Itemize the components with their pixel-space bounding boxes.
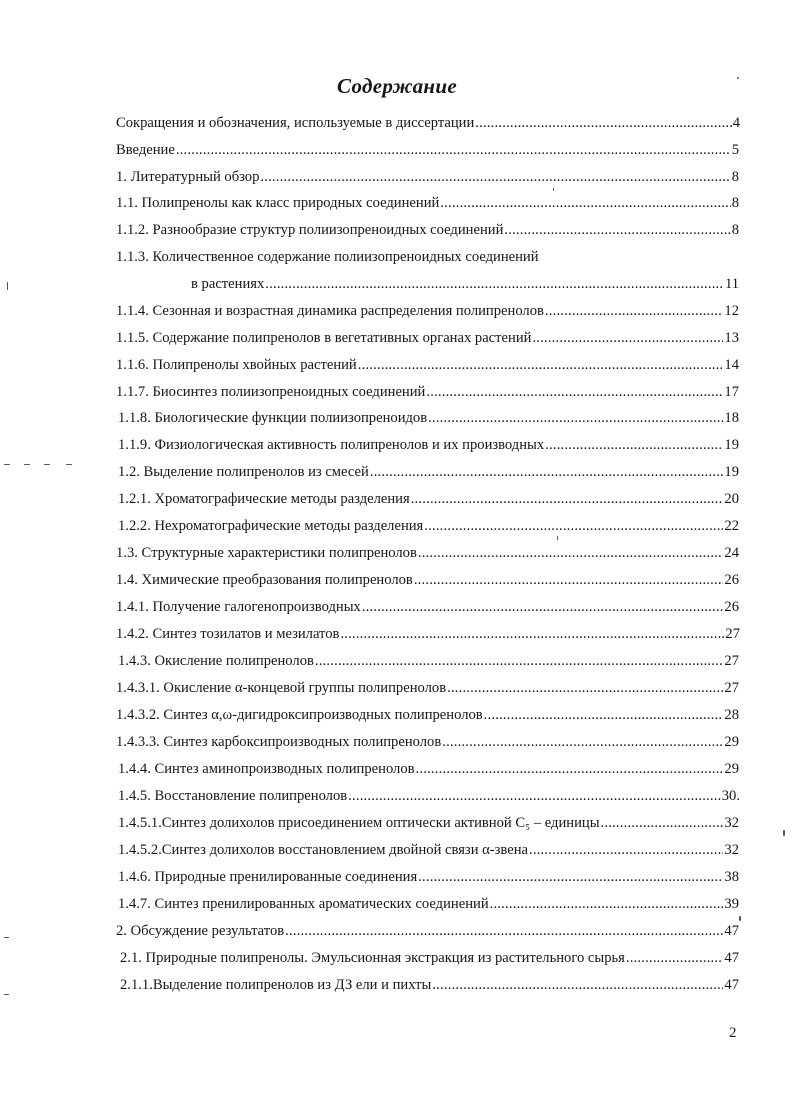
toc-entry-label: 1.4.5.1.Синтез долихолов присоединением оптически активной C₅ – единицы xyxy=(118,815,600,831)
toc-leader-dots xyxy=(414,570,724,590)
toc-leader-dots xyxy=(424,516,723,536)
toc-leader-dots xyxy=(490,894,724,914)
toc-entry xyxy=(116,382,739,402)
toc-entry-label: 1.2.1. Хроматографические методы разделения xyxy=(118,491,410,507)
toc-leader-dots xyxy=(442,732,723,752)
scan-speck xyxy=(4,937,9,938)
toc-entry-label: 1.2. Выделение полипренолов из смесей xyxy=(118,464,369,480)
toc-entry-label: 1.1.8. Биологические функции полиизопреноидов xyxy=(118,410,428,426)
toc-entry xyxy=(116,678,739,698)
toc-entry-label: 2.1. Природные полипренолы. Эмульсионная экстракция из растительного сырья xyxy=(120,950,625,966)
toc-leader-dots xyxy=(315,651,724,671)
scan-speck xyxy=(737,77,739,79)
toc-entry-label: 1.3. Структурные характеристики полипренолов xyxy=(116,545,417,561)
toc-entry-page: 26 xyxy=(724,572,739,588)
toc-leader-dots xyxy=(176,140,731,160)
toc-entry xyxy=(116,247,739,267)
toc-entry-label: 1.4.5.2.Синтез долихолов восстановлением двойной связи α-звена xyxy=(118,842,528,858)
toc-leader-dots xyxy=(475,113,731,133)
toc-entry xyxy=(118,813,739,833)
toc-entry-label: 1. Литературный обзор xyxy=(116,169,260,185)
scan-speck xyxy=(24,464,30,465)
toc-entry xyxy=(116,167,739,187)
toc-entry xyxy=(118,462,739,482)
toc-entry-page: 13 xyxy=(724,330,739,346)
scan-speck xyxy=(44,464,50,465)
toc-entry-label: 1.4.6. Природные пренилированные соединения xyxy=(118,869,418,885)
toc-leader-dots xyxy=(432,975,723,995)
toc-entry-page: 11 xyxy=(724,276,739,292)
toc-entry-label: 1.4.3.1. Окисление α-концевой группы полипренолов xyxy=(116,680,447,696)
toc-entry-page: 29 xyxy=(724,761,739,777)
toc-entry xyxy=(118,840,739,860)
scan-speck xyxy=(739,916,741,921)
toc-entry-page: 4 xyxy=(732,115,740,131)
toc-entry-page: 29 xyxy=(724,734,739,750)
toc-entry-page: 26 xyxy=(724,599,739,615)
toc-entry-page: 19 xyxy=(724,464,739,480)
toc-leader-dots xyxy=(447,678,723,698)
toc-leader-dots xyxy=(348,786,721,806)
toc-entry xyxy=(118,651,739,671)
page-number: 2 xyxy=(729,1025,737,1041)
toc-entry-page: 30. xyxy=(721,788,740,804)
toc-leader-dots xyxy=(418,543,724,563)
toc-entry-label: 1.1.7. Биосинтез полиизопреноидных соединений xyxy=(116,384,426,400)
toc-entry xyxy=(116,570,739,590)
toc-entry-page: 47 xyxy=(724,923,739,939)
toc-entry-page: 17 xyxy=(724,384,739,400)
toc-leader-dots xyxy=(545,301,724,321)
toc-entry xyxy=(116,597,739,617)
toc-leader-dots xyxy=(529,840,723,860)
toc-entry-page: 27 xyxy=(724,680,739,696)
toc-entry-label: 1.4.4. Синтез аминопроизводных полипренолов xyxy=(118,761,415,777)
toc-leader-dots xyxy=(545,435,723,455)
toc-entry-page: 8 xyxy=(731,169,739,185)
toc-entry-label: Сокращения и обозначения, используемые в диссертации xyxy=(116,115,475,131)
toc-entry-label: 1.1.2. Разнообразие структур полиизопреноидных соединений xyxy=(116,222,504,238)
toc-leader-dots xyxy=(532,328,723,348)
toc-entry xyxy=(116,921,739,941)
toc-entry-page: 47 xyxy=(724,950,739,966)
toc-entry-label: 1.4.2. Синтез тозилатов и мезилатов xyxy=(116,626,340,642)
toc-entry-page: 39 xyxy=(724,896,739,912)
toc-leader-dots xyxy=(411,489,724,509)
toc-entry-label: 1.4.1. Получение галогенопроизводных xyxy=(116,599,361,615)
toc-entry xyxy=(118,435,739,455)
toc-entry-page: 32 xyxy=(724,815,739,831)
toc-entry-page: 20 xyxy=(724,491,739,507)
toc-entry xyxy=(118,759,739,779)
scan-speck xyxy=(66,464,72,465)
toc-entry-label: 1.1.5. Содержание полипренолов в вегетативных органах растений xyxy=(116,330,532,346)
scan-speck xyxy=(553,188,554,191)
toc-entry-label: 2.1.1.Выделение полипренолов из ДЗ ели и пихты xyxy=(120,977,432,993)
toc-entry-page: 8 xyxy=(731,195,739,211)
toc-entry-page: 22 xyxy=(724,518,739,534)
toc-entry-label: 1.1.9. Физиологическая активность полипренолов и их производных xyxy=(118,437,545,453)
toc-entry-label: 1.1. Полипренолы как класс природных соединений xyxy=(116,195,440,211)
toc-leader-dots xyxy=(358,355,724,375)
toc-entry xyxy=(118,516,739,536)
toc-entry xyxy=(118,786,740,806)
toc-leader-dots xyxy=(440,193,730,213)
toc-entry-label: 1.4.7. Синтез пренилированных ароматических соединений xyxy=(118,896,489,912)
toc-leader-dots xyxy=(416,759,724,779)
toc-entry-page: 47 xyxy=(724,977,739,993)
toc-entry xyxy=(116,355,739,375)
scan-speck xyxy=(4,994,9,995)
page-title: Содержание xyxy=(337,74,457,98)
scan-speck xyxy=(557,536,558,540)
toc-entry xyxy=(116,140,739,160)
toc-leader-dots xyxy=(260,167,730,187)
toc-entry xyxy=(120,948,739,968)
scan-speck xyxy=(7,282,8,290)
toc-entry-page: 24 xyxy=(724,545,739,561)
toc-entry xyxy=(116,220,739,240)
toc-entry-label: 1.1.3. Количественное содержание полиизопреноидных соединений xyxy=(116,249,539,265)
toc-entry-page: 32 xyxy=(724,842,739,858)
toc-entry-page: 14 xyxy=(724,357,739,373)
toc-entry xyxy=(118,408,739,428)
toc-entry-label: 1.4. Химические преобразования полипренолов xyxy=(116,572,413,588)
toc-entry-label: Введение xyxy=(116,142,175,158)
toc-entry-label: 1.4.3.3. Синтез карбоксипроизводных полипренолов xyxy=(116,734,442,750)
toc-entry xyxy=(116,328,739,348)
toc-entry xyxy=(116,301,739,321)
toc-entry xyxy=(116,113,740,133)
toc-entry xyxy=(116,193,739,213)
toc-entry xyxy=(116,543,739,563)
toc-leader-dots xyxy=(626,948,724,968)
toc-entry-page: 19 xyxy=(724,437,739,453)
toc-entry-label: в растениях xyxy=(191,276,265,292)
toc-entry xyxy=(116,732,739,752)
toc-entry xyxy=(118,867,739,887)
toc-entry-label: 1.1.6. Полипренолы хвойных растений xyxy=(116,357,357,373)
toc-entry-label: 1.4.5. Восстановление полипренолов xyxy=(118,788,348,804)
toc-entry-label: 2. Обсуждение результатов xyxy=(116,923,285,939)
toc-entry-page: 27 xyxy=(725,626,740,642)
scan-speck xyxy=(4,464,10,465)
toc-leader-dots xyxy=(265,274,724,294)
toc-leader-dots xyxy=(362,597,724,617)
toc-leader-dots xyxy=(426,382,723,402)
toc-entry-label: 1.4.3. Окисление полипренолов xyxy=(118,653,314,669)
toc-entry-label: 1.1.4. Сезонная и возрастная динамика распределения полипренолов xyxy=(116,303,544,319)
toc-entry-page: 27 xyxy=(724,653,739,669)
toc-entry-page: 8 xyxy=(731,222,739,238)
toc-entry-label: 1.4.3.2. Синтез α,ω-дигидроксипроизводных полипренолов xyxy=(116,707,483,723)
toc-entry xyxy=(118,489,739,509)
toc-entry xyxy=(118,894,739,914)
toc-leader-dots xyxy=(418,867,723,887)
toc-leader-dots xyxy=(285,921,723,941)
scan-speck xyxy=(783,830,785,836)
toc-entry xyxy=(120,975,739,995)
toc-entry-label: 1.2.2. Нехроматографические методы разделения xyxy=(118,518,424,534)
toc-entry-page: 38 xyxy=(724,869,739,885)
toc-leader-dots xyxy=(484,705,724,725)
toc-entry xyxy=(191,274,739,294)
toc-entry xyxy=(116,624,740,644)
toc-leader-dots xyxy=(504,220,730,240)
toc-entry xyxy=(116,705,739,725)
toc-leader-dots xyxy=(428,408,723,428)
toc-leader-dots xyxy=(370,462,724,482)
toc-entry-page: 5 xyxy=(731,142,739,158)
toc-entry-page: 12 xyxy=(724,303,739,319)
toc-leader-dots xyxy=(601,813,724,833)
toc-leader-dots xyxy=(340,624,724,644)
toc-entry-page: 18 xyxy=(724,410,739,426)
toc-entry-page: 28 xyxy=(724,707,739,723)
